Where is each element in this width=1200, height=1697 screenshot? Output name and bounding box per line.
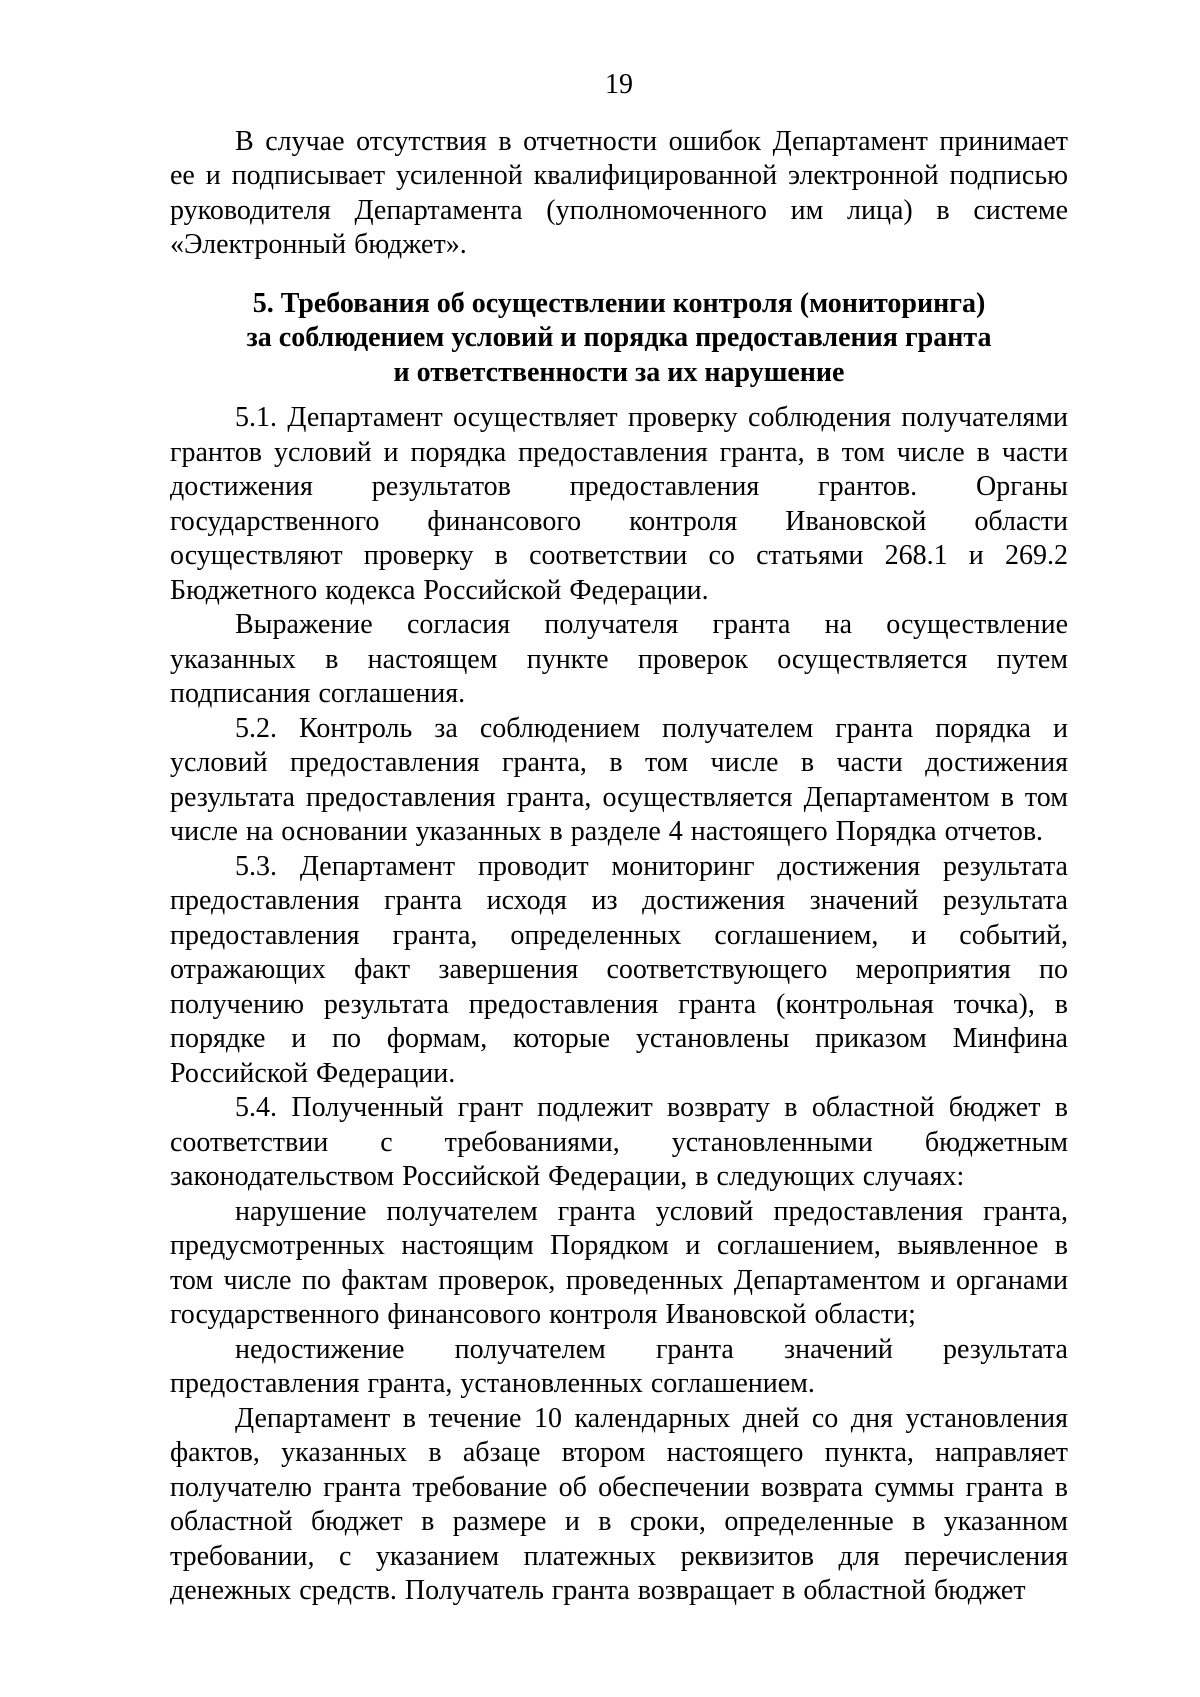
clause-violation-of-conditions: нарушение получателем гранта условий предоставления гранта, предусмотренных настоящим Порядком и соглашением, выявленное в том числе по фактам проверок, проведенных Департаментом и органами государственного финансового контроля Ивановской области; — [170, 1195, 1068, 1330]
page-number: 19 — [605, 69, 633, 100]
paragraph-5-1: 5.1. Департамент осуществляет проверку соблюдения получателями грантов условий и порядка предоставления гранта, в том числе в части достижения результатов предоставления грантов. Органы государственного финансового контроля Ивановской области осуществляют проверку в соответствии со статьями 268.1 и 269.2 Бюджетного кодекса Российской Федерации. — [170, 402, 1068, 606]
paragraph-5-4: 5.4. Полученный грант подлежит возврату в областной бюджет в соответствии с требованиями, установленными бюджетным законодательством Российской Федерации, в следующих случаях: — [170, 1092, 1068, 1192]
paragraph-report-acceptance: В случае отсутствия в отчетности ошибок Департамент принимает ее и подписывает усиленной квалифицированной электронной подписью руководителя Департамента (уполномоченного им лица) в системе «Электронный бюджет». — [170, 125, 1068, 260]
section-5-heading-line-1: 5. Требования об осуществлении контроля (мониторинга) — [252, 287, 986, 319]
section-5-heading-line-2: за соблюдением условий и порядка предоставления гранта — [246, 322, 992, 353]
section-5-heading-line-3: и ответственности за их нарушение — [393, 356, 845, 388]
paragraph-5-3: 5.3. Департамент проводит мониторинг достижения результата предоставления гранта исходя из достижения значений результата предоставления гранта, определенных соглашением, и событий, отражающих факт завершения соответствующего мероприятия по получению результата предоставления гранта (контрольная точка), в порядке и по формам, которые установлены приказом Минфина Российской Федерации. — [170, 850, 1068, 1089]
paragraph-5-2: 5.2. Контроль за соблюдением получателем гранта порядка и условий предоставления гранта, в том числе в части достижения результата предоставления гранта, осуществляется Департаментом в том числе на основании указанных в разделе 4 настоящего Порядка отчетов. — [170, 712, 1068, 847]
paragraph-consent-to-checks: Выражение согласия получателя гранта на осуществление указанных в настоящем пункте проверок осуществляется путем подписания соглашения. — [170, 609, 1068, 709]
paragraph-return-requirement: Департамент в течение 10 календарных дней со дня установления фактов, указанных в абзаце втором настоящего пункта, направляет получателю гранта требование об обеспечении возврата суммы гранта в областной бюджет в размере и в сроки, определенные в указанном требовании, с указанием платежных реквизитов для перечисления денежных средств. Получатель гранта возвращает в областной бюджет — [170, 1402, 1068, 1606]
clause-result-not-achieved: недостижение получателем гранта значений результата предоставления гранта, установленных соглашением. — [170, 1333, 1068, 1399]
section-5-heading — [170, 287, 1068, 391]
